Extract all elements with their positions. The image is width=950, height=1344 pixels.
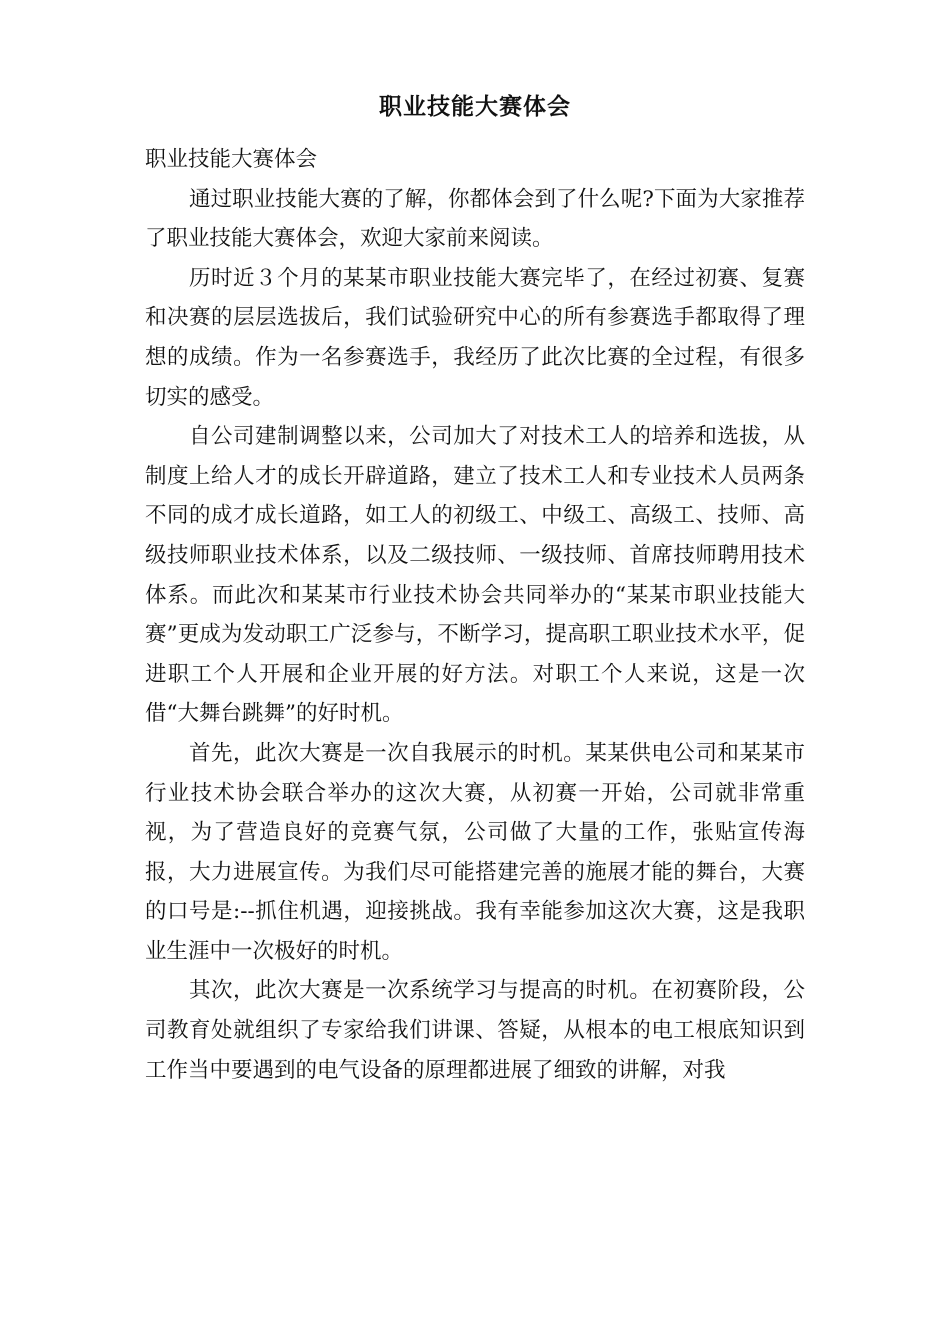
- document-title: 职业技能大赛体会: [379, 94, 571, 120]
- paragraph-3: 自公司建制调整以来，公司加大了对技术工人的培养和选拔，从制度上给人才的成长开辟道路，建立了技术工人和专业技术人员两条不同的成才成长道路，如工人的初级工、中级工、高级工、技师、高级技师职业技术体系，以及二级技师、一级技师、首席技师聘用技术体系。而此次和某某市行业技术协会共同举办的“某某市职业技能大赛”更成为发动职工广泛参与，不断学习，提高职工职业技术水平，促进职工个人开展和企业开展的好方法。对职工个人来说，这是一次借“大舞台跳舞”的好时机。: [145, 424, 805, 727]
- document-body: [145, 140, 805, 1090]
- paragraph-2: 历时近３个月的某某市职业技能大赛完毕了，在经过初赛、复赛和决赛的层层选拔后，我们试验研究中心的所有参赛选手都取得了理想的成绩。作为一名参赛选手，我经历了此次比赛的全过程，有很多切实的感受。: [145, 265, 805, 410]
- paragraph-1: 通过职业技能大赛的了解，你都体会到了什么呢?下面为大家推荐了职业技能大赛体会，欢迎大家前来阅读。: [145, 186, 805, 252]
- document-subtitle: 职业技能大赛体会: [145, 147, 318, 172]
- paragraph-5: 其次，此次大赛是一次系统学习与提高的时机。在初赛阶段，公司教育处就组织了专家给我们讲课、答疑，从根本的电工根底知识到工作当中要遇到的电气设备的原理都进展了细致的讲解，对我: [145, 978, 805, 1083]
- paragraph-4: 首先，此次大赛是一次自我展示的时机。某某供电公司和某某市行业技术协会联合举办的这次大赛，从初赛一开始，公司就非常重视，为了营造良好的竞赛气氛，公司做了大量的工作，张贴宣传海报，大力进展宣传。为我们尽可能搭建完善的施展才能的舞台，大赛的口号是:--抓住机遇，迎接挑战。我有幸能参加这次大赛，这是我职业生涯中一次极好的时机。: [145, 740, 805, 964]
